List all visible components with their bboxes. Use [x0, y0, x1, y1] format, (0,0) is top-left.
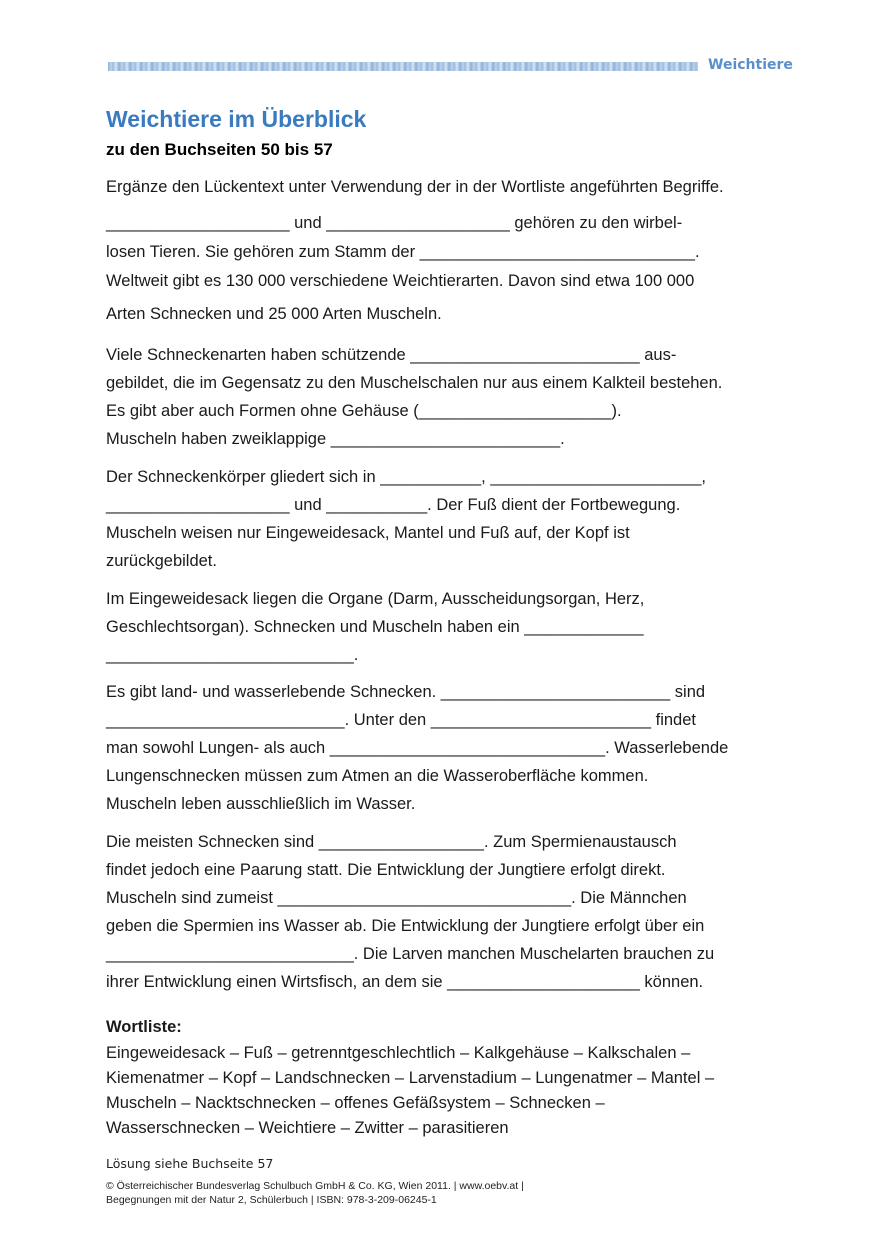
- cloze-line: ihrer Entwicklung einen Wirtsfisch, an dem sie _____________________ können.: [106, 973, 704, 991]
- cloze-line: Die meisten Schnecken sind __________________. Zum Spermienaustausch: [106, 833, 677, 851]
- page-subtitle: zu den Buchseiten 50 bis 57: [106, 140, 333, 159]
- cloze-line: zurückgebildet.: [106, 552, 217, 570]
- wordlist-line: Kiemenatmer – Kopf – Landschnecken – Larvenstadium – Lungenatmer – Mantel –: [106, 1069, 715, 1087]
- header-section-label: Weichtiere: [708, 57, 793, 73]
- wordlist-line: Muscheln – Nacktschnecken – offenes Gefäßsystem – Schnecken –: [106, 1094, 605, 1112]
- cloze-line: Viele Schneckenarten haben schützende _________________________ aus-: [106, 346, 677, 364]
- cloze-line: Geschlechtsorgan). Schnecken und Muscheln haben ein _____________: [106, 618, 644, 636]
- solution-note: Lösung siehe Buchseite 57: [106, 1156, 274, 1171]
- copyright-note: © Österreichischer Bundesverlag Schulbuch GmbH & Co. KG, Wien 2011. | www.oebv.at |: [106, 1180, 524, 1192]
- cloze-line: Im Eingeweidesack liegen die Organe (Darm, Ausscheidungsorgan, Herz,: [106, 590, 645, 608]
- cloze-line: Arten Schnecken und 25 000 Arten Muscheln.: [106, 305, 442, 323]
- cloze-line: Muscheln haben zweiklappige _________________________.: [106, 430, 565, 448]
- cloze-line: findet jedoch eine Paarung statt. Die Entwicklung der Jungtiere erfolgt direkt.: [106, 861, 666, 879]
- cloze-line: Weltweit gibt es 130 000 verschiedene Weichtierarten. Davon sind etwa 100 000: [106, 272, 695, 290]
- cloze-line: Lungenschnecken müssen zum Atmen an die Wasseroberfläche kommen.: [106, 767, 649, 785]
- cloze-line: geben die Spermien ins Wasser ab. Die Entwicklung der Jungtiere erfolgt über ein: [106, 917, 705, 935]
- instruction-text: Ergänze den Lückentext unter Verwendung der in der Wortliste angeführten Begriffe.: [106, 178, 724, 196]
- cloze-line: Muscheln leben ausschließlich im Wasser.: [106, 795, 416, 813]
- cloze-line: Muscheln weisen nur Eingeweidesack, Mantel und Fuß auf, der Kopf ist: [106, 524, 630, 542]
- cloze-line: ____________________ und ____________________ gehören zu den wirbel-: [106, 214, 683, 232]
- cloze-line: ___________________________. Die Larven manchen Muschelarten brauchen zu: [106, 945, 715, 963]
- wordlist-line: Eingeweidesack – Fuß – getrenntgeschlechtlich – Kalkgehäuse – Kalkschalen –: [106, 1044, 691, 1062]
- page-title: Weichtiere im Überblick: [106, 106, 367, 132]
- cloze-line: ____________________ und ___________. Der Fuß dient der Fortbewegung.: [106, 496, 681, 514]
- cloze-line: gebildet, die im Gegensatz zu den Muschelschalen nur aus einem Kalkteil bestehen.: [106, 374, 723, 392]
- cloze-line: Muscheln sind zumeist ________________________________. Die Männchen: [106, 889, 687, 907]
- cloze-line: man sowohl Lungen- als auch ______________________________. Wasserlebende: [106, 739, 729, 757]
- wordlist-heading: Wortliste:: [106, 1018, 182, 1036]
- wordlist-line: Wasserschnecken – Weichtiere – Zwitter – parasitieren: [106, 1119, 509, 1137]
- cloze-line: losen Tieren. Sie gehören zum Stamm der ______________________________.: [106, 243, 700, 261]
- cloze-line: Es gibt land- und wasserlebende Schnecken. _________________________ sind: [106, 683, 706, 701]
- header-decorative-band: [108, 62, 698, 71]
- cloze-line: Der Schneckenkörper gliedert sich in ___________, _______________________,: [106, 468, 706, 486]
- cloze-line: ___________________________.: [106, 646, 359, 664]
- book-reference: Begegnungen mit der Natur 2, Schülerbuch | ISBN: 978-3-209-06245-1: [106, 1194, 437, 1206]
- cloze-line: __________________________. Unter den ________________________ findet: [106, 711, 696, 729]
- cloze-line: Es gibt aber auch Formen ohne Gehäuse (_____________________).: [106, 402, 622, 420]
